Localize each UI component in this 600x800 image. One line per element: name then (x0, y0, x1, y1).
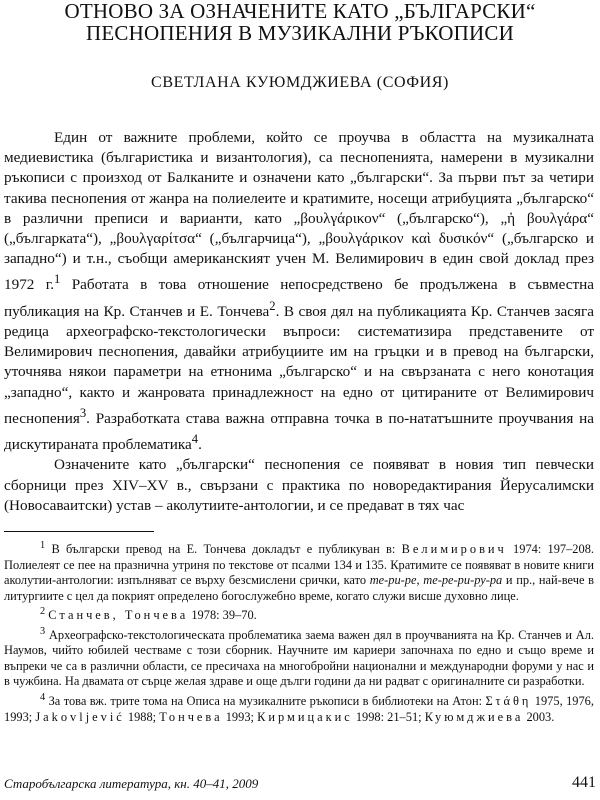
footnote-2-mark: 2 (40, 606, 46, 618)
paragraph-1-part-4: . Разработката става важна отправна точка в по-нататъшните проучвания на дискутираната проблематика (4, 409, 594, 454)
footnote-ref-3: 3 (79, 405, 87, 420)
footnote-1-mark: 1 (40, 540, 46, 551)
footnote-1-text-d: и пр., най-вече в литургиите с цел да покрият определено богослужебно време, когато служи висше духовно лице. (4, 573, 594, 603)
paragraph-1-part-2: Работата в това отношение непосредствено бе продължена в съвместна публикация на Кр. Станчев и Е. Тончева (4, 276, 595, 320)
footnote-divider (4, 531, 154, 532)
footnote-4-ref-2-name: Jakovljević (35, 709, 125, 724)
footnote-4 (4, 690, 594, 725)
footnote-2 (4, 604, 594, 624)
footnote-1-text-b: 1974: 197–208. Полиелеят се пее на празнична утриня по текстове от псалми 134 и 135. Кратимите се появяват в новите книги аколутии-антологии: изпълняват се върху безсмислени срички, като (4, 542, 594, 588)
article-title (0, 0, 600, 44)
footnote-3-text: Археографско-текстологическата проблематика заема важен дял в проучванията на Кр. Станчев и Ал. Наумов, чийто юбилей честваме с този сборник. Научните им кариери започнаха по едно и също време и въпреки че са в различни области, се пресичаха на многобройни национални и международни форуми у нас и в чужбина. На двамата от сърце желая здраве и още дълги години да ни радват с оригиналните си разработки. (4, 627, 594, 689)
footnote-ref-1: 1 (54, 272, 61, 287)
footnote-1-example-1: те-ри-ре (369, 573, 417, 588)
footnote-ref-4: 4 (191, 432, 199, 447)
title-line-1: ОТНОВО ЗА ОЗНАЧЕНИТЕ КАТО „БЪЛГАРСКИ“ (64, 0, 536, 23)
footnote-4-ref-4-text: 1998: 21–51; (355, 709, 422, 724)
footnote-4-ref-3-name: Тончева (159, 709, 223, 724)
footnote-1-text-a: В български превод на Е. Тончева докладът е публикуван в: (51, 542, 396, 557)
footnote-4-ref-5-name: Куюмджиева (424, 709, 524, 724)
footnote-4-ref-1-text: 1975, 1976, 1993; (4, 694, 594, 724)
footnotes (4, 538, 594, 725)
paragraph-1 (4, 128, 594, 455)
footnote-4-text: За това вж. трите тома на Описа на музикалните ръкописи в библиотеки на Атон: (48, 694, 483, 708)
paragraph-1-part-1: Един от важните проблеми, който се проучва в областта на музикалната медиевистика (българистика и византология), са песнопенията, намерени в музикални ръкописи с произход от Балканите и означени като „български“. За първи път за четири такива песнопения от жанра на полиелеите и кратимите, носещи атрибуцията „българско“ в различни преписи и варианти, като „βουλγάρικον“ („българско“), „ἡ βουλγάρα“ („българката“), „βουλγαρίτσα“ („българчица“), „βουλγάρικον καὶ δυσικόν“ („българско и западно“) и т.н., съобщи американският учен М. Велимирович в един свой доклад през 1972 г. (4, 129, 594, 294)
journal-citation: Старобългарска литература, кн. 40–41, 2009 (4, 776, 259, 791)
footnote-1 (4, 538, 594, 604)
paragraph-2: Означените като „български“ песнопения се появяват в новия тип певчески сборници през XIV–XV в., свързани с практика по новоредактирания Йерусалимски (Новосаваитски) устав – аколутиите-антологии, и се предават в тях час (4, 456, 594, 514)
title-line-2: ПЕСНОПЕНИЯ В МУЗИКАЛНИ РЪКОПИСИ (86, 21, 514, 45)
footnote-4-ref-5-text: 2003. (526, 709, 555, 724)
footnote-1-example-2: те-ре-ри-ру-ра (423, 573, 503, 588)
footnote-4-mark: 4 (40, 691, 46, 703)
footnote-1-text-c: , (416, 573, 420, 588)
footnote-4-ref-3-text: 1993; (225, 709, 254, 724)
article-body (4, 128, 594, 516)
footnote-ref-2: 2 (269, 298, 276, 313)
paragraph-1-part-5: . (198, 436, 202, 454)
footnote-4-ref-1-name: Στάθη (485, 694, 532, 708)
footnote-4-ref-2-text: 1988; (127, 709, 157, 724)
footnote-2-text: 1978: 39–70. (191, 608, 257, 623)
footnote-3-mark: 3 (40, 625, 46, 637)
page-footer (4, 774, 596, 796)
page-number: 441 (572, 774, 596, 791)
footnote-2-authors: Станчев, Тончева (48, 608, 189, 623)
footnote-3 (4, 624, 594, 690)
footnote-1-author: Велимирович (401, 542, 507, 557)
footnote-4-ref-4-name: Кирмицакис (257, 709, 353, 724)
paragraph-1-part-3: . В своя дял на публикацията Кр. Станчев засяга редица археографско-текстологически въпроси: систематизира представените от Велимирович песнопения, давайки атрибуциите им на гръцки и в превод на български, уточнява някои параметри на етнонима „българско“ и на свързаната с него конотация „западно“, както и жанровата принадлежност на едно от цитираните от Велимирович песнопения (4, 302, 594, 427)
author-line: СВЕТЛАНА КУЮМДЖИЕВА (СОФИЯ) (151, 74, 449, 91)
